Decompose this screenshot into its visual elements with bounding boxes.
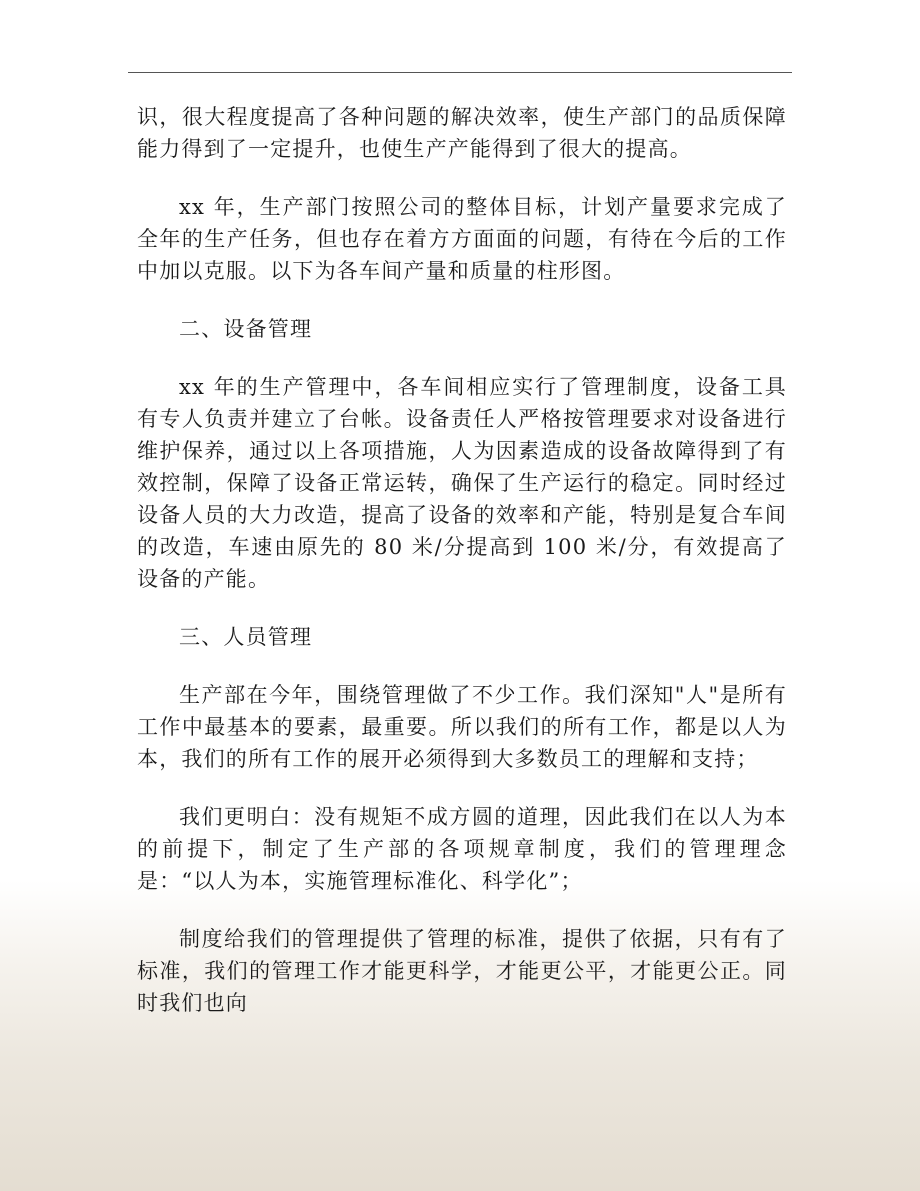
document-body bbox=[137, 101, 787, 1019]
paragraph-personnel-intro: 生产部在今年，围绕管理做了不少工作。我们深知"人"是所有工作中最基本的要素，最重要。所以我们的所有工作，都是以人为本，我们的所有工作的展开必须得到大多数员工的理解和支持； bbox=[137, 683, 787, 771]
paragraph-rules: 我们更明白：没有规矩不成方圆的道理，因此我们在以人为本的前提下，制定了生产部的各项规章制度，我们的管理理念是：“以人为本，实施管理标准化、科学化”； bbox=[137, 805, 787, 893]
paragraph-continuation: 识，很大程度提高了各种问题的解决效率，使生产部门的品质保障能力得到了一定提升，也使生产产能得到了很大的提高。 bbox=[137, 105, 787, 161]
section-heading-personnel: 三、人员管理 bbox=[179, 625, 313, 649]
section-heading-equipment: 二、设备管理 bbox=[179, 317, 313, 341]
paragraph-production-summary: xx 年，生产部门按照公司的整体目标，计划产量要求完成了全年的生产任务，但也存在着方方面面的问题，有待在今后的工作中加以克服。以下为各车间产量和质量的柱形图。 bbox=[137, 195, 787, 283]
paragraph-standards: 制度给我们的管理提供了管理的标准，提供了依据，只有有了标准，我们的管理工作才能更科学，才能更公平，才能更公正。同时我们也向 bbox=[137, 927, 787, 1015]
header-rule bbox=[128, 72, 792, 73]
paragraph-equipment-management: xx 年的生产管理中，各车间相应实行了管理制度，设备工具有专人负责并建立了台帐。设备责任人严格按管理要求对设备进行维护保养，通过以上各项措施，人为因素造成的设备故障得到了有效控制，保障了设备正常运转，确保了生产运行的稳定。同时经过设备人员的大力改造，提高了设备的效率和产能，特别是复合车间的改造，车速由原先的 80 米/分提高到 100 米/分，有效提高了设备的产能。 bbox=[137, 375, 787, 591]
